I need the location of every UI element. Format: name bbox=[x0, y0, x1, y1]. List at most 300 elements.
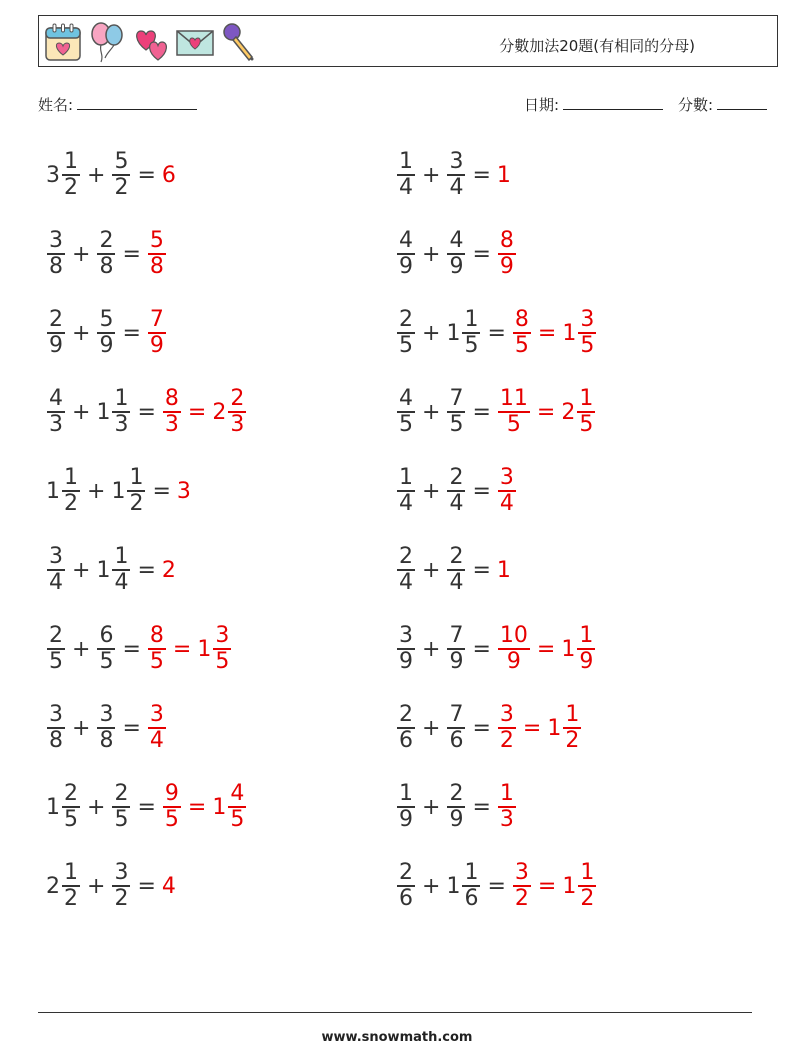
numerator: 1 bbox=[64, 860, 78, 885]
answer-term bbox=[561, 624, 596, 674]
numerator: 3 bbox=[149, 702, 164, 727]
operand-term bbox=[446, 624, 466, 674]
answer-term bbox=[197, 624, 232, 674]
fraction bbox=[112, 545, 130, 595]
denominator: 8 bbox=[99, 254, 114, 279]
numerator: 10 bbox=[499, 623, 528, 648]
numerator: 11 bbox=[499, 386, 528, 411]
operand-term bbox=[111, 150, 131, 200]
numerator: 5 bbox=[149, 228, 164, 253]
plus-sign: + bbox=[422, 636, 441, 662]
fraction bbox=[397, 624, 415, 674]
denominator: 6 bbox=[399, 728, 413, 753]
denominator: 4 bbox=[449, 491, 464, 516]
denominator: 6 bbox=[399, 886, 413, 911]
denominator: 5 bbox=[579, 412, 594, 437]
denominator: 9 bbox=[449, 807, 464, 832]
problem-item bbox=[46, 224, 167, 284]
fraction bbox=[563, 703, 581, 753]
whole-number: 1 bbox=[562, 320, 577, 346]
date-label: 日期: bbox=[524, 96, 560, 114]
denominator: 2 bbox=[64, 886, 78, 911]
denominator: 4 bbox=[449, 570, 464, 595]
problem-item bbox=[46, 540, 177, 600]
fraction bbox=[62, 782, 80, 832]
operand-term bbox=[446, 782, 466, 832]
fraction bbox=[397, 229, 415, 279]
numerator: 1 bbox=[64, 465, 78, 490]
numerator: 3 bbox=[580, 307, 595, 332]
answer-term bbox=[497, 558, 512, 583]
operand-term bbox=[396, 545, 416, 595]
answer-equals-sign: = bbox=[537, 873, 557, 899]
operand-term bbox=[446, 466, 466, 516]
fraction bbox=[498, 703, 516, 753]
operand-term bbox=[446, 703, 466, 753]
numerator: 1 bbox=[565, 702, 580, 727]
numerator: 7 bbox=[449, 702, 464, 727]
fraction bbox=[447, 387, 465, 437]
denominator: 3 bbox=[230, 412, 245, 437]
numerator: 2 bbox=[49, 623, 63, 648]
equals-sign: = bbox=[137, 557, 156, 583]
numerator: 5 bbox=[99, 307, 114, 332]
numerator: 4 bbox=[399, 228, 413, 253]
whole-number: 1 bbox=[46, 478, 60, 504]
operand-term bbox=[446, 861, 481, 911]
plus-sign: + bbox=[422, 557, 441, 583]
problem-item bbox=[46, 777, 247, 837]
numerator: 2 bbox=[230, 386, 245, 411]
fraction bbox=[577, 387, 595, 437]
denominator: 5 bbox=[464, 333, 479, 358]
denominator: 5 bbox=[399, 333, 413, 358]
operand-term bbox=[111, 782, 131, 832]
whole-number: 3 bbox=[176, 478, 191, 504]
numerator: 3 bbox=[514, 860, 529, 885]
equals-sign: = bbox=[487, 873, 506, 899]
denominator: 5 bbox=[580, 333, 595, 358]
numerator: 4 bbox=[449, 228, 464, 253]
fraction bbox=[397, 150, 415, 200]
denominator: 2 bbox=[514, 886, 529, 911]
plus-sign: + bbox=[72, 241, 91, 267]
whole-number: 1 bbox=[446, 873, 461, 899]
denominator: 8 bbox=[49, 728, 63, 753]
denominator: 9 bbox=[499, 254, 514, 279]
numerator: 9 bbox=[164, 781, 179, 806]
denominator: 5 bbox=[215, 649, 230, 674]
numerator: 3 bbox=[449, 149, 464, 174]
numerator: 2 bbox=[399, 307, 413, 332]
fraction bbox=[397, 545, 415, 595]
whole-number: 4 bbox=[161, 873, 176, 899]
answer-term bbox=[497, 466, 517, 516]
worksheet-title: 分數加法20題(有相同的分母) bbox=[499, 37, 695, 55]
numerator: 1 bbox=[399, 149, 413, 174]
denominator: 5 bbox=[449, 412, 464, 437]
fraction bbox=[62, 466, 80, 516]
denominator: 5 bbox=[164, 807, 179, 832]
answer-term bbox=[497, 387, 531, 437]
answer-term bbox=[562, 861, 597, 911]
denominator: 2 bbox=[64, 175, 78, 200]
numerator: 4 bbox=[230, 781, 245, 806]
whole-number: 2 bbox=[161, 557, 176, 583]
equals-sign: = bbox=[472, 715, 491, 741]
denominator: 4 bbox=[399, 175, 413, 200]
answer-equals-sign: = bbox=[187, 794, 207, 820]
denominator: 9 bbox=[149, 333, 164, 358]
operand-term bbox=[46, 782, 81, 832]
numerator: 2 bbox=[449, 465, 464, 490]
denominator: 9 bbox=[449, 649, 464, 674]
fraction bbox=[447, 150, 465, 200]
problem-item bbox=[46, 698, 167, 758]
operand-term bbox=[396, 466, 416, 516]
answer-term bbox=[147, 229, 167, 279]
denominator: 2 bbox=[64, 491, 78, 516]
fraction bbox=[397, 782, 415, 832]
fraction bbox=[148, 229, 166, 279]
problem-item bbox=[396, 382, 596, 442]
numerator: 2 bbox=[99, 228, 114, 253]
equals-sign: = bbox=[122, 241, 141, 267]
numerator: 3 bbox=[499, 702, 514, 727]
fraction bbox=[47, 308, 65, 358]
denominator: 9 bbox=[49, 333, 63, 358]
equals-sign: = bbox=[472, 478, 491, 504]
answer-term bbox=[512, 308, 532, 358]
numerator: 1 bbox=[464, 860, 479, 885]
plus-sign: + bbox=[422, 478, 441, 504]
equals-sign: = bbox=[122, 636, 141, 662]
plus-sign: + bbox=[422, 399, 441, 425]
operand-term bbox=[396, 624, 416, 674]
problem-item bbox=[396, 224, 517, 284]
whole-number: 2 bbox=[561, 399, 576, 425]
numerator: 1 bbox=[114, 386, 129, 411]
operand-term bbox=[46, 150, 81, 200]
plus-sign: + bbox=[422, 320, 441, 346]
fraction bbox=[62, 150, 80, 200]
denominator: 4 bbox=[499, 491, 514, 516]
whole-number: 1 bbox=[111, 478, 126, 504]
problem-item bbox=[396, 856, 597, 916]
answer-term bbox=[497, 782, 517, 832]
whole-number: 1 bbox=[547, 715, 562, 741]
equals-sign: = bbox=[137, 873, 156, 899]
fraction bbox=[148, 624, 166, 674]
numerator: 3 bbox=[99, 702, 114, 727]
numerator: 1 bbox=[580, 860, 595, 885]
equals-sign: = bbox=[487, 320, 506, 346]
fraction bbox=[498, 229, 516, 279]
denominator: 2 bbox=[565, 728, 580, 753]
fraction bbox=[47, 229, 65, 279]
equals-sign: = bbox=[472, 557, 491, 583]
equals-sign: = bbox=[472, 794, 491, 820]
numerator: 8 bbox=[149, 623, 164, 648]
operand-term bbox=[96, 624, 116, 674]
denominator: 9 bbox=[506, 649, 521, 674]
whole-number: 2 bbox=[46, 873, 60, 899]
denominator: 5 bbox=[114, 807, 129, 832]
operand-term bbox=[96, 387, 131, 437]
answer-term bbox=[212, 782, 247, 832]
operand-term bbox=[46, 861, 81, 911]
fraction bbox=[397, 466, 415, 516]
denominator: 8 bbox=[99, 728, 114, 753]
numerator: 2 bbox=[399, 544, 413, 569]
problem-item bbox=[396, 619, 596, 679]
fraction bbox=[578, 861, 596, 911]
denominator: 8 bbox=[49, 254, 63, 279]
answer-equals-sign: = bbox=[522, 715, 542, 741]
numerator: 1 bbox=[129, 465, 144, 490]
denominator: 2 bbox=[114, 175, 129, 200]
operand-term bbox=[46, 624, 66, 674]
operand-term bbox=[446, 387, 466, 437]
problem-item bbox=[46, 461, 192, 521]
plus-sign: + bbox=[422, 873, 441, 899]
plus-sign: + bbox=[72, 715, 91, 741]
operand-term bbox=[46, 308, 66, 358]
answer-term bbox=[162, 782, 182, 832]
numerator: 7 bbox=[449, 623, 464, 648]
numerator: 3 bbox=[499, 465, 514, 490]
answer-term bbox=[547, 703, 582, 753]
fraction bbox=[498, 782, 516, 832]
denominator: 9 bbox=[399, 807, 413, 832]
numerator: 3 bbox=[399, 623, 413, 648]
numerator: 4 bbox=[399, 386, 413, 411]
denominator: 3 bbox=[499, 807, 514, 832]
operand-term bbox=[396, 387, 416, 437]
denominator: 5 bbox=[230, 807, 245, 832]
fraction bbox=[498, 466, 516, 516]
operand-term bbox=[396, 229, 416, 279]
numerator: 1 bbox=[464, 307, 479, 332]
fraction bbox=[513, 308, 531, 358]
equals-sign: = bbox=[122, 320, 141, 346]
denominator: 4 bbox=[399, 491, 413, 516]
numerator: 7 bbox=[449, 386, 464, 411]
numerator: 2 bbox=[114, 781, 129, 806]
fraction bbox=[97, 308, 115, 358]
fraction bbox=[578, 308, 596, 358]
denominator: 9 bbox=[99, 333, 114, 358]
numerator: 1 bbox=[579, 386, 594, 411]
whole-number: 1 bbox=[197, 636, 212, 662]
denominator: 9 bbox=[579, 649, 594, 674]
fraction bbox=[462, 861, 480, 911]
denominator: 5 bbox=[49, 649, 63, 674]
answer-equals-sign: = bbox=[537, 320, 557, 346]
operand-term bbox=[111, 861, 131, 911]
operand-term bbox=[46, 703, 66, 753]
denominator: 4 bbox=[114, 570, 129, 595]
fraction bbox=[97, 229, 115, 279]
operand-term bbox=[446, 308, 481, 358]
numerator: 1 bbox=[499, 781, 514, 806]
operand-term bbox=[96, 229, 116, 279]
whole-number: 1 bbox=[562, 873, 577, 899]
denominator: 4 bbox=[399, 570, 413, 595]
whole-number: 1 bbox=[96, 557, 111, 583]
fraction bbox=[397, 861, 415, 911]
numerator: 8 bbox=[499, 228, 514, 253]
denominator: 3 bbox=[164, 412, 179, 437]
problem-item bbox=[396, 461, 517, 521]
footer-divider bbox=[38, 1012, 752, 1013]
operand-term bbox=[396, 861, 416, 911]
fraction bbox=[462, 308, 480, 358]
answer-term bbox=[562, 308, 597, 358]
plus-sign: + bbox=[72, 320, 91, 346]
equals-sign: = bbox=[152, 478, 171, 504]
problem-item bbox=[396, 303, 597, 363]
operand-term bbox=[446, 545, 466, 595]
name-label: 姓名: bbox=[38, 96, 74, 114]
denominator: 4 bbox=[49, 570, 63, 595]
plus-sign: + bbox=[87, 873, 106, 899]
whole-number: 1 bbox=[561, 636, 576, 662]
denominator: 6 bbox=[464, 886, 479, 911]
denominator: 5 bbox=[514, 333, 529, 358]
fraction bbox=[163, 782, 181, 832]
denominator: 3 bbox=[114, 412, 129, 437]
denominator: 2 bbox=[580, 886, 595, 911]
operand-term bbox=[96, 308, 116, 358]
fraction bbox=[447, 229, 465, 279]
equals-sign: = bbox=[472, 399, 491, 425]
equals-sign: = bbox=[137, 399, 156, 425]
answer-term bbox=[561, 387, 596, 437]
numerator: 7 bbox=[149, 307, 164, 332]
fraction bbox=[577, 624, 595, 674]
denominator: 5 bbox=[399, 412, 413, 437]
numerator: 3 bbox=[114, 860, 129, 885]
numerator: 1 bbox=[579, 623, 594, 648]
fraction bbox=[97, 703, 115, 753]
operand-term bbox=[46, 466, 81, 516]
fraction bbox=[112, 387, 130, 437]
denominator: 3 bbox=[49, 412, 63, 437]
numerator: 2 bbox=[449, 781, 464, 806]
score-label: 分數: bbox=[678, 96, 714, 114]
answer-term bbox=[162, 387, 182, 437]
fraction bbox=[447, 703, 465, 753]
numerator: 4 bbox=[49, 386, 63, 411]
problem-item bbox=[46, 303, 167, 363]
denominator: 4 bbox=[449, 175, 464, 200]
plus-sign: + bbox=[422, 715, 441, 741]
whole-number: 1 bbox=[96, 399, 111, 425]
plus-sign: + bbox=[72, 636, 91, 662]
fraction bbox=[163, 387, 181, 437]
equals-sign: = bbox=[472, 241, 491, 267]
fraction bbox=[148, 308, 166, 358]
plus-sign: + bbox=[87, 478, 106, 504]
plus-sign: + bbox=[87, 794, 106, 820]
answer-equals-sign: = bbox=[536, 636, 556, 662]
equals-sign: = bbox=[472, 636, 491, 662]
denominator: 5 bbox=[64, 807, 78, 832]
fraction bbox=[447, 466, 465, 516]
fraction bbox=[213, 624, 231, 674]
whole-number: 1 bbox=[496, 557, 511, 583]
problem-item bbox=[46, 619, 232, 679]
whole-number: 1 bbox=[46, 794, 60, 820]
fraction bbox=[112, 782, 130, 832]
answer-term bbox=[497, 624, 531, 674]
equals-sign: = bbox=[122, 715, 141, 741]
whole-number: 6 bbox=[161, 162, 176, 188]
operand-term bbox=[46, 229, 66, 279]
whole-number: 3 bbox=[46, 162, 60, 188]
answer-term bbox=[162, 163, 177, 188]
whole-number: 2 bbox=[212, 399, 227, 425]
operand-term bbox=[396, 308, 416, 358]
numerator: 8 bbox=[164, 386, 179, 411]
operand-term bbox=[96, 545, 131, 595]
denominator: 8 bbox=[149, 254, 164, 279]
operand-term bbox=[96, 703, 116, 753]
denominator: 5 bbox=[506, 412, 521, 437]
operand-term bbox=[46, 387, 66, 437]
footer-url: www.snowmath.com bbox=[321, 1030, 473, 1045]
operand-term bbox=[446, 150, 466, 200]
answer-term bbox=[212, 387, 247, 437]
numerator: 1 bbox=[399, 465, 413, 490]
fraction bbox=[47, 703, 65, 753]
answer-term bbox=[497, 703, 517, 753]
operand-term bbox=[396, 782, 416, 832]
denominator: 4 bbox=[149, 728, 164, 753]
fraction bbox=[127, 466, 145, 516]
fraction bbox=[47, 545, 65, 595]
operand-term bbox=[46, 545, 66, 595]
operand-term bbox=[396, 150, 416, 200]
denominator: 9 bbox=[449, 254, 464, 279]
numerator: 1 bbox=[114, 544, 129, 569]
fraction bbox=[498, 387, 530, 437]
plus-sign: + bbox=[422, 162, 441, 188]
numerator: 3 bbox=[49, 702, 63, 727]
numerator: 2 bbox=[64, 781, 78, 806]
numerator: 5 bbox=[114, 149, 129, 174]
numerator: 2 bbox=[399, 860, 413, 885]
operand-term bbox=[111, 466, 146, 516]
problem-item bbox=[396, 777, 517, 837]
fraction bbox=[112, 150, 130, 200]
fraction bbox=[47, 387, 65, 437]
denominator: 2 bbox=[114, 886, 129, 911]
numerator: 2 bbox=[399, 702, 413, 727]
fraction bbox=[97, 624, 115, 674]
answer-term bbox=[162, 874, 177, 899]
whole-number: 1 bbox=[212, 794, 227, 820]
numerator: 8 bbox=[514, 307, 529, 332]
fraction bbox=[228, 387, 246, 437]
fraction bbox=[62, 861, 80, 911]
numerator: 3 bbox=[49, 544, 63, 569]
problem-item bbox=[396, 540, 512, 600]
problem-item bbox=[46, 856, 177, 916]
plus-sign: + bbox=[72, 399, 91, 425]
fraction bbox=[47, 624, 65, 674]
